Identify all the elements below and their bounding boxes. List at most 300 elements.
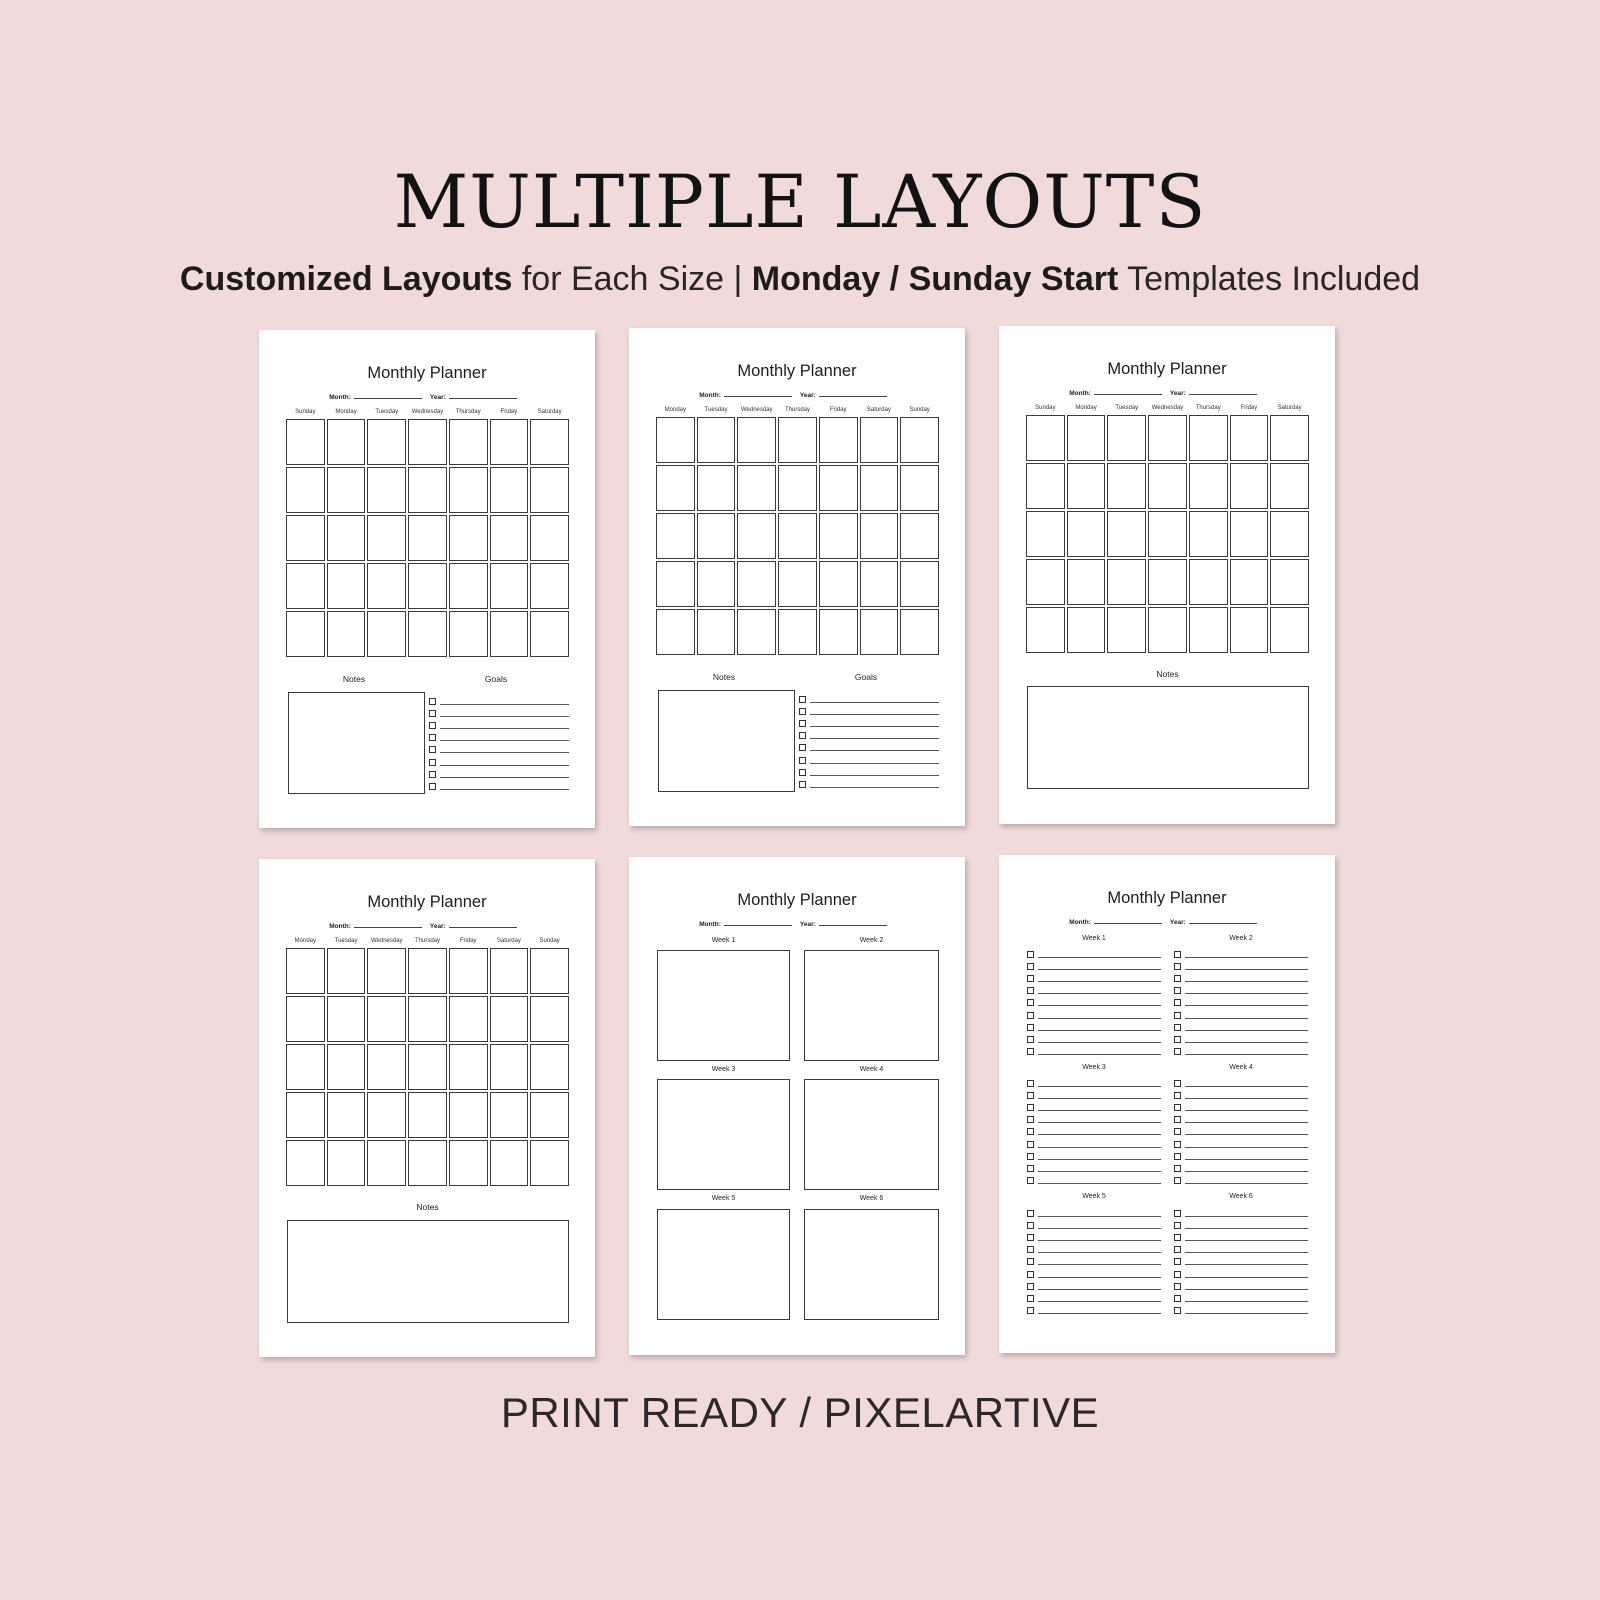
checkbox-icon	[799, 696, 806, 703]
calendar-day-cell	[530, 948, 569, 994]
calendar-day-cell	[737, 561, 776, 607]
checklist-row	[1174, 1292, 1308, 1304]
calendar-day-cell	[449, 1044, 488, 1090]
calendar-day-cell	[778, 513, 817, 559]
footer-text: PRINT READY / PIXELARTIVE	[500, 1389, 1100, 1436]
checkbox-icon	[1174, 1165, 1181, 1172]
checkbox-icon	[1027, 1141, 1034, 1148]
calendar-day-cell	[449, 611, 488, 657]
calendar-day-cell	[449, 467, 488, 513]
calendar-day-cell	[367, 948, 406, 994]
writing-line	[1185, 999, 1308, 1006]
checkbox-icon	[429, 710, 436, 717]
weekday-label: Wednesday	[411, 409, 444, 415]
week-3-checklist	[1027, 1077, 1161, 1187]
calendar-day-cell	[900, 417, 939, 463]
weekday-label: Wednesday	[370, 938, 403, 944]
writing-line	[1038, 963, 1161, 970]
writing-line	[1185, 1128, 1308, 1135]
writing-line	[1038, 1222, 1161, 1229]
calendar-day-cell	[656, 513, 695, 559]
checkbox-icon	[1174, 1153, 1181, 1160]
calendar-day-cell	[449, 996, 488, 1042]
checkbox-icon	[1174, 1295, 1181, 1302]
writing-line	[1185, 951, 1308, 958]
weekday-label: Sunday	[1035, 405, 1056, 411]
checklist-row	[1174, 1089, 1308, 1101]
checklist-row	[1027, 985, 1161, 997]
planner-sheet-2	[629, 328, 965, 826]
planner-title: Monthly Planner	[737, 362, 857, 380]
checkbox-icon	[1027, 1080, 1034, 1087]
week-2-label: Week 2	[1229, 935, 1253, 942]
checklist-row	[429, 695, 569, 707]
checklist-row	[1174, 1256, 1308, 1268]
year-label: Year:	[799, 392, 816, 399]
calendar-day-cell	[1148, 415, 1187, 461]
calendar-day-cell	[530, 996, 569, 1042]
writing-line	[810, 732, 939, 739]
checklist-row	[799, 717, 939, 729]
calendar-day-cell	[449, 515, 488, 561]
calendar-day-cell	[367, 1140, 406, 1186]
calendar-day-cell	[449, 419, 488, 465]
writing-line	[1038, 999, 1161, 1006]
calendar-day-cell	[819, 417, 858, 463]
checklist-row	[429, 707, 569, 719]
checkbox-icon	[1174, 987, 1181, 994]
checkbox-icon	[429, 759, 436, 766]
calendar-day-cell	[900, 513, 939, 559]
checklist-row	[429, 768, 569, 780]
calendar-day-cell	[1189, 463, 1228, 509]
calendar-day-cell	[1067, 511, 1106, 557]
calendar-day-cell	[1189, 559, 1228, 605]
calendar-day-cell	[490, 611, 529, 657]
weekday-label: Wednesday	[740, 407, 773, 413]
writing-line	[1038, 1177, 1161, 1184]
checklist-row	[799, 754, 939, 766]
writing-line	[440, 698, 569, 705]
checklist-row	[1027, 1231, 1161, 1243]
calendar-day-cell	[1067, 559, 1106, 605]
calendar-day-cell	[490, 948, 529, 994]
notes-box	[288, 692, 425, 794]
weekday-label: Monday	[1075, 405, 1097, 411]
writing-line	[1038, 987, 1161, 994]
month-line	[354, 922, 422, 928]
planner-sheet-1	[259, 330, 595, 828]
checkbox-icon	[1027, 1177, 1034, 1184]
weekday-header	[286, 409, 569, 415]
weekday-label: Sunday	[295, 409, 316, 415]
checkbox-icon	[1027, 1222, 1034, 1229]
goals-checklist	[799, 693, 939, 791]
calendar-day-cell	[1026, 559, 1065, 605]
calendar-day-cell	[367, 1044, 406, 1090]
checkbox-icon	[1174, 1283, 1181, 1290]
checkbox-icon	[1174, 1128, 1181, 1135]
calendar-day-cell	[367, 515, 406, 561]
checkbox-icon	[799, 757, 806, 764]
notes-label: Notes	[712, 672, 736, 682]
month-line	[724, 391, 792, 397]
calendar-day-cell	[860, 417, 899, 463]
calendar-day-cell	[819, 609, 858, 655]
checklist-row	[1027, 960, 1161, 972]
checklist-row	[1027, 1175, 1161, 1187]
calendar-grid	[286, 419, 569, 657]
writing-line	[440, 746, 569, 753]
checklist-row	[1027, 1101, 1161, 1113]
checklist-row	[1027, 1292, 1161, 1304]
goals-label: Goals	[484, 674, 508, 684]
calendar-day-cell	[327, 1092, 366, 1138]
writing-line	[1038, 1012, 1161, 1019]
checkbox-icon	[1174, 1116, 1181, 1123]
calendar-day-cell	[1270, 559, 1309, 605]
planner-title: Monthly Planner	[367, 364, 487, 382]
writing-line	[1038, 1246, 1161, 1253]
planner-title: Monthly Planner	[367, 893, 487, 911]
month-line	[1094, 918, 1162, 924]
week-3-box	[657, 1079, 790, 1190]
checklist-row	[1174, 1162, 1308, 1174]
checkbox-icon	[1174, 1271, 1181, 1278]
year-label: Year:	[429, 394, 446, 401]
writing-line	[1185, 1210, 1308, 1217]
checkbox-icon	[1027, 987, 1034, 994]
writing-line	[1185, 1258, 1308, 1265]
checkbox-icon	[1174, 1048, 1181, 1055]
checklist-row	[1027, 1046, 1161, 1058]
checkbox-icon	[1174, 1036, 1181, 1043]
checkbox-icon	[1027, 1116, 1034, 1123]
calendar-day-cell	[860, 513, 899, 559]
calendar-day-cell	[367, 563, 406, 609]
weekday-label: Sunday	[909, 407, 930, 413]
month-year-fields	[999, 918, 1335, 926]
checkbox-icon	[429, 771, 436, 778]
calendar-day-cell	[449, 563, 488, 609]
checkbox-icon	[1027, 999, 1034, 1006]
notes-label: Notes	[1156, 669, 1179, 679]
checklist-row	[429, 756, 569, 768]
week-6-label: Week 6	[859, 1195, 884, 1202]
calendar-day-cell	[327, 1044, 366, 1090]
month-year-fields	[999, 389, 1335, 397]
writing-line	[1185, 1080, 1308, 1087]
checkbox-icon	[1027, 963, 1034, 970]
year-label: Year:	[799, 921, 816, 928]
checklist-row	[1027, 1244, 1161, 1256]
year-label: Year:	[1169, 919, 1186, 926]
checkbox-icon	[1027, 1234, 1034, 1241]
checklist-row	[1174, 1021, 1308, 1033]
checkbox-icon	[799, 769, 806, 776]
checkbox-icon	[1027, 951, 1034, 958]
week-3-label: Week 3	[711, 1066, 736, 1073]
checklist-row	[799, 693, 939, 705]
week-5-label: Week 5	[711, 1195, 736, 1202]
writing-line	[1185, 975, 1308, 982]
checkbox-icon	[1174, 1222, 1181, 1229]
writing-line	[810, 696, 939, 703]
month-label: Month:	[329, 394, 351, 401]
calendar-day-cell	[860, 609, 899, 655]
writing-line	[1185, 1141, 1308, 1148]
calendar-day-cell	[656, 561, 695, 607]
week-4-label: Week 4	[1229, 1064, 1253, 1071]
writing-line	[810, 708, 939, 715]
week-6-label: Week 6	[1229, 1193, 1253, 1200]
checklist-row	[799, 742, 939, 754]
calendar-day-cell	[1107, 559, 1146, 605]
checklist-row	[1027, 972, 1161, 984]
calendar-day-cell	[1107, 607, 1146, 653]
year-label: Year:	[429, 923, 446, 930]
calendar-grid	[1026, 415, 1309, 653]
writing-line	[1185, 963, 1308, 970]
calendar-day-cell	[530, 515, 569, 561]
week-1-box	[657, 950, 790, 1061]
goals-label: Goals	[854, 672, 878, 682]
checklist-row	[1174, 1077, 1308, 1089]
checklist-row	[1174, 1268, 1308, 1280]
weekday-label: Thursday	[414, 938, 440, 944]
month-year-fields	[629, 391, 965, 399]
writing-line	[810, 720, 939, 727]
checklist-row	[1027, 1089, 1161, 1101]
calendar-day-cell	[286, 948, 325, 994]
writing-line	[1038, 1080, 1161, 1087]
week-5-box	[657, 1209, 790, 1320]
month-label: Month:	[329, 923, 351, 930]
checkbox-icon	[429, 734, 436, 741]
calendar-day-cell	[1148, 559, 1187, 605]
writing-line	[1038, 1258, 1161, 1265]
calendar-day-cell	[327, 611, 366, 657]
checkbox-icon	[1027, 1258, 1034, 1265]
checklist-row	[1174, 1244, 1308, 1256]
calendar-day-cell	[819, 561, 858, 607]
calendar-day-cell	[1107, 463, 1146, 509]
checkbox-icon	[1027, 1283, 1034, 1290]
week-1-label: Week 1	[711, 937, 736, 944]
checklist-row	[1174, 1231, 1308, 1243]
writing-line	[1185, 1177, 1308, 1184]
checklist-row	[1174, 1101, 1308, 1113]
checkbox-icon	[1174, 975, 1181, 982]
week-4-label: Week 4	[859, 1066, 884, 1073]
calendar-day-cell	[1230, 559, 1269, 605]
weekday-label: Tuesday	[704, 407, 728, 413]
checkbox-icon	[1174, 1234, 1181, 1241]
weekday-label: Sunday	[539, 938, 560, 944]
calendar-day-cell	[327, 948, 366, 994]
writing-line	[1185, 1104, 1308, 1111]
calendar-day-cell	[1026, 463, 1065, 509]
checkbox-icon	[799, 781, 806, 788]
calendar-day-cell	[1067, 463, 1106, 509]
week-4-box	[804, 1079, 939, 1190]
weekday-label: Friday	[1240, 405, 1258, 411]
calendar-day-cell	[1270, 511, 1309, 557]
calendar-grid	[286, 948, 569, 1186]
week-1-label: Week 1	[1082, 935, 1106, 942]
calendar-day-cell	[408, 1092, 447, 1138]
writing-line	[1185, 1048, 1308, 1055]
checklist-row	[1027, 1126, 1161, 1138]
calendar-day-cell	[737, 609, 776, 655]
calendar-day-cell	[286, 467, 325, 513]
checklist-row	[1174, 1046, 1308, 1058]
calendar-day-cell	[900, 609, 939, 655]
checkbox-icon	[1174, 963, 1181, 970]
week-2-label: Week 2	[859, 937, 884, 944]
checklist-row	[1174, 1305, 1308, 1317]
checkbox-icon	[1174, 1104, 1181, 1111]
calendar-day-cell	[490, 563, 529, 609]
checklist-row	[799, 766, 939, 778]
writing-line	[1038, 1210, 1161, 1217]
goals-checklist	[429, 695, 569, 793]
planner-title: Monthly Planner	[1107, 360, 1227, 378]
checkbox-icon	[1027, 1104, 1034, 1111]
writing-line	[1185, 1036, 1308, 1043]
calendar-day-cell	[656, 417, 695, 463]
weekday-label: Thursday	[1195, 405, 1221, 411]
checkbox-icon	[1174, 1246, 1181, 1253]
calendar-day-cell	[1107, 511, 1146, 557]
checkbox-icon	[1027, 1271, 1034, 1278]
calendar-day-cell	[1026, 607, 1065, 653]
calendar-day-cell	[1230, 511, 1269, 557]
weekday-label: Tuesday	[334, 938, 358, 944]
calendar-day-cell	[367, 1092, 406, 1138]
calendar-day-cell	[408, 467, 447, 513]
writing-line	[1185, 1092, 1308, 1099]
checklist-row	[1174, 1138, 1308, 1150]
calendar-day-cell	[286, 611, 325, 657]
calendar-day-cell	[819, 513, 858, 559]
writing-line	[1038, 1295, 1161, 1302]
checklist-row	[799, 778, 939, 790]
writing-line	[810, 781, 939, 788]
checkbox-icon	[1027, 1012, 1034, 1019]
checklist-row	[1027, 1162, 1161, 1174]
checklist-row	[1027, 1033, 1161, 1045]
checklist-row	[1027, 1256, 1161, 1268]
writing-line	[1038, 1271, 1161, 1278]
writing-line	[440, 710, 569, 717]
writing-line	[1038, 1128, 1161, 1135]
checklist-row	[1027, 1219, 1161, 1231]
week-1-checklist	[1027, 948, 1161, 1058]
writing-line	[1038, 1036, 1161, 1043]
writing-line	[1185, 1234, 1308, 1241]
calendar-day-cell	[449, 1140, 488, 1186]
weekday-label: Thursday	[784, 407, 810, 413]
writing-line	[810, 769, 939, 776]
writing-line	[1185, 1271, 1308, 1278]
checkbox-icon	[1174, 1012, 1181, 1019]
checklist-row	[1027, 1305, 1161, 1317]
checklist-row	[1174, 948, 1308, 960]
checkbox-icon	[1174, 1141, 1181, 1148]
checkbox-icon	[1174, 951, 1181, 958]
subheadline-bold-1: Customized Layouts	[179, 260, 513, 298]
writing-line	[1185, 1012, 1308, 1019]
calendar-day-cell	[530, 467, 569, 513]
checkbox-icon	[1174, 1210, 1181, 1217]
calendar-day-cell	[408, 1044, 447, 1090]
week-3-label: Week 3	[1082, 1064, 1106, 1071]
calendar-day-cell	[737, 417, 776, 463]
week-4-checklist	[1174, 1077, 1308, 1187]
checklist-row	[1174, 1033, 1308, 1045]
weekday-header	[656, 407, 939, 413]
writing-line	[1185, 1153, 1308, 1160]
calendar-day-cell	[327, 996, 366, 1042]
month-label: Month:	[1069, 390, 1091, 397]
writing-line	[1038, 1048, 1161, 1055]
weekday-label: Saturday	[496, 938, 521, 944]
calendar-day-cell	[490, 467, 529, 513]
checklist-row	[799, 730, 939, 742]
month-label: Month:	[699, 921, 721, 928]
checkbox-icon	[799, 720, 806, 727]
calendar-day-cell	[449, 948, 488, 994]
checklist-row	[1027, 1077, 1161, 1089]
week-6-checklist	[1174, 1207, 1308, 1317]
checklist-row	[1027, 1021, 1161, 1033]
calendar-day-cell	[697, 561, 736, 607]
checkbox-icon	[1027, 1246, 1034, 1253]
writing-line	[440, 771, 569, 778]
week-5-checklist	[1027, 1207, 1161, 1317]
calendar-day-cell	[737, 513, 776, 559]
checkbox-icon	[799, 744, 806, 751]
calendar-day-cell	[697, 513, 736, 559]
calendar-day-cell	[286, 515, 325, 561]
calendar-day-cell	[530, 1140, 569, 1186]
calendar-day-cell	[778, 609, 817, 655]
calendar-day-cell	[697, 609, 736, 655]
planner-sheet-4	[259, 859, 595, 1357]
checkbox-icon	[429, 698, 436, 705]
calendar-day-cell	[530, 419, 569, 465]
calendar-day-cell	[530, 563, 569, 609]
planner-sheet-6	[999, 855, 1335, 1353]
checkbox-icon	[1174, 1092, 1181, 1099]
writing-line	[1038, 1153, 1161, 1160]
planner-sheet-5	[629, 857, 965, 1355]
calendar-day-cell	[900, 561, 939, 607]
checkbox-icon	[1027, 1128, 1034, 1135]
writing-line	[1038, 1141, 1161, 1148]
writing-line	[1038, 1307, 1161, 1314]
checklist-row	[1027, 1207, 1161, 1219]
calendar-day-cell	[286, 563, 325, 609]
writing-line	[1038, 975, 1161, 982]
checklist-row	[1027, 1009, 1161, 1021]
calendar-day-cell	[367, 467, 406, 513]
calendar-day-cell	[1189, 607, 1228, 653]
calendar-day-cell	[656, 465, 695, 511]
writing-line	[1185, 987, 1308, 994]
calendar-day-cell	[286, 996, 325, 1042]
